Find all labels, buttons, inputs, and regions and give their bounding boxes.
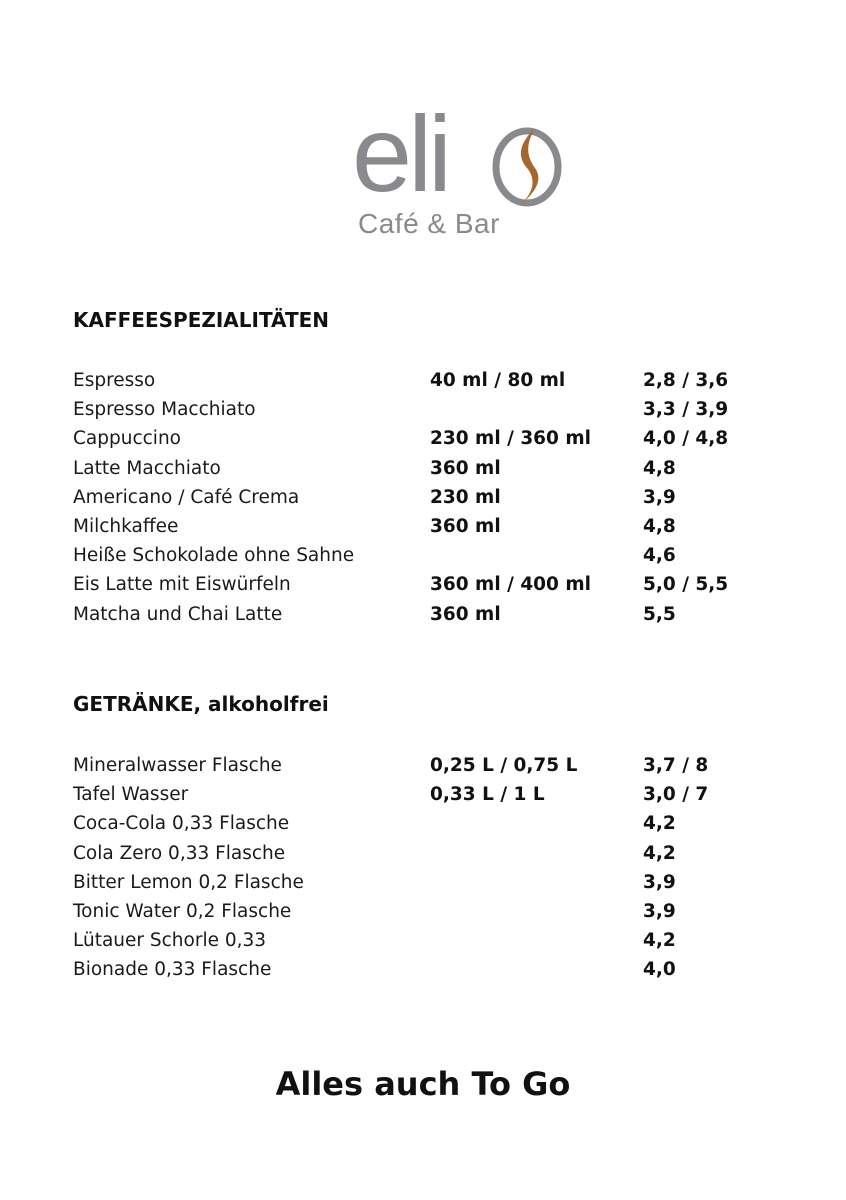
item-price: 4,2 <box>643 930 676 952</box>
to-go-note: Alles auch To Go <box>275 1065 571 1103</box>
brand-logo <box>352 93 572 245</box>
item-price: 5,0 / 5,5 <box>643 574 729 596</box>
item-size: 360 ml <box>430 515 501 537</box>
item-size: 0,33 L / 1 L <box>430 784 545 806</box>
menu-item <box>73 395 773 424</box>
item-name: Heiße Schokolade ohne Sahne <box>73 545 355 567</box>
item-price: 4,2 <box>643 842 676 864</box>
item-name: Americano / Café Crema <box>73 486 300 508</box>
item-name: Eis Latte mit Eiswürfeln <box>73 574 291 596</box>
menu-item <box>73 955 773 984</box>
menu-item <box>73 483 773 512</box>
menu-item <box>73 541 773 570</box>
item-size: 0,25 L / 0,75 L <box>430 755 578 776</box>
menu-item <box>73 780 773 809</box>
item-size: 360 ml / 400 ml <box>430 574 591 596</box>
menu-item <box>73 926 773 955</box>
coffee-bean-o-icon <box>491 126 563 208</box>
drinks-list <box>73 751 773 985</box>
item-price: 3,3 / 3,9 <box>643 399 729 421</box>
menu-item <box>73 600 773 629</box>
item-name: Espresso Macchiato <box>73 399 256 421</box>
item-price: 4,2 <box>643 813 676 835</box>
item-price: 4,6 <box>643 545 676 567</box>
menu-item <box>73 424 773 453</box>
item-name: Latte Macchiato <box>73 457 221 479</box>
item-name: Cola Zero 0,33 Flasche <box>73 842 286 864</box>
item-name: Cappuccino <box>73 428 181 450</box>
item-price: 4,8 <box>643 457 676 479</box>
item-name: Espresso <box>73 370 156 391</box>
item-size: 230 ml <box>430 486 501 508</box>
item-size: 230 ml / 360 ml <box>430 428 591 450</box>
brand-name: eli <box>352 93 449 214</box>
section-title-drinks: GETRÄNKE, alkoholfrei <box>73 692 329 716</box>
item-price: 3,9 <box>643 486 676 508</box>
menu-item <box>73 512 773 541</box>
item-name: Matcha und Chai Latte <box>73 603 283 625</box>
item-name: Milchkaffee <box>73 515 179 537</box>
menu-item <box>73 751 773 780</box>
item-name: Tafel Wasser <box>73 784 189 806</box>
section-title-coffee: KAFFEESPEZIALITÄTEN <box>73 308 330 332</box>
item-size: 360 ml <box>430 457 501 479</box>
menu-item <box>73 809 773 838</box>
menu-item <box>73 454 773 483</box>
item-name: Coca-Cola 0,33 Flasche <box>73 813 290 835</box>
item-price: 3,7 / 8 <box>643 755 709 776</box>
item-price: 3,0 / 7 <box>643 784 709 806</box>
menu-item <box>73 366 773 395</box>
item-price: 4,0 <box>643 959 676 981</box>
menu-item <box>73 839 773 868</box>
item-name: Bionade 0,33 Flasche <box>73 959 272 981</box>
coffee-list <box>73 366 773 629</box>
item-name: Tonic Water 0,2 Flasche <box>73 900 292 922</box>
item-price: 3,9 <box>643 900 676 922</box>
menu-item <box>73 868 773 897</box>
item-name: Mineralwasser Flasche <box>73 755 282 776</box>
item-name: Lütauer Schorle 0,33 <box>73 930 267 952</box>
brand-subtitle: Café & Bar <box>358 208 500 239</box>
item-name: Bitter Lemon 0,2 Flasche <box>73 871 304 893</box>
item-price: 4,0 / 4,8 <box>643 428 729 450</box>
item-price: 4,8 <box>643 515 676 537</box>
item-price: 5,5 <box>643 603 676 625</box>
menu-item <box>73 897 773 926</box>
item-size: 40 ml / 80 ml <box>430 370 566 391</box>
menu-item <box>73 570 773 599</box>
item-price: 2,8 / 3,6 <box>643 370 729 391</box>
item-size: 360 ml <box>430 603 501 625</box>
item-price: 3,9 <box>643 871 676 893</box>
